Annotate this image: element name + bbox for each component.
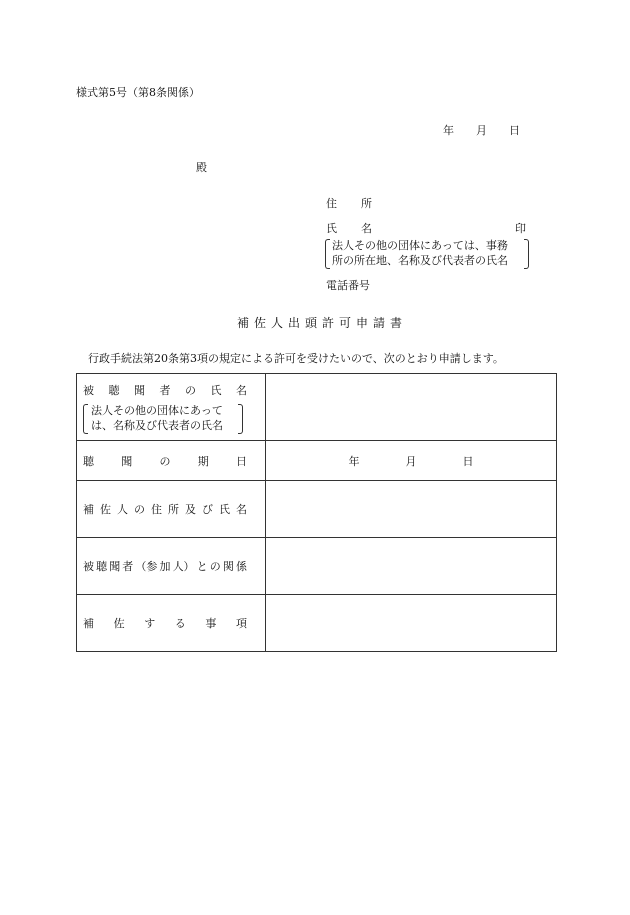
label-char: の (209, 560, 221, 573)
label-char: 被 (83, 560, 94, 573)
label-char: と (196, 560, 208, 573)
label-char: 聴 (108, 383, 120, 397)
label-char: 名 (236, 503, 247, 516)
label-char: 所 (168, 503, 179, 516)
left-bracket (83, 404, 88, 434)
respondent-label-cell (77, 374, 266, 441)
respondent-note-text (91, 403, 223, 433)
respondent-note (83, 403, 243, 433)
name-char-2: 名 (361, 222, 372, 235)
application-table (76, 373, 557, 652)
label-char: す (144, 617, 156, 630)
assistant-label-cell (77, 481, 266, 538)
label-char: 氏 (210, 383, 222, 397)
hearing-date-value (266, 453, 556, 469)
label-char: 名 (236, 383, 247, 397)
hearing-date-label-cell (77, 441, 266, 481)
label-char: 補 (83, 503, 94, 516)
relationship-value-cell[interactable] (266, 538, 557, 595)
label-char: 者 (122, 560, 134, 573)
date-year-label: 年 (443, 124, 454, 137)
label-char: 聴 (83, 454, 94, 468)
assistant-label (83, 501, 247, 517)
intro-text: 行政手続法第20条第3項の規定による許可を受けたいので、次のとおり申請します。 (88, 352, 504, 365)
label-char: の (134, 503, 145, 516)
relationship-label (83, 558, 247, 574)
label-char: 聞 (121, 454, 133, 468)
address-char-1: 住 (326, 197, 337, 210)
hearing-year-label: 年 (348, 454, 360, 468)
label-char: 聴 (96, 560, 108, 573)
name-char-1: 氏 (326, 222, 337, 235)
label-char: 聞 (134, 383, 145, 397)
respondent-note-line-1: 法人その他の団体にあって (91, 403, 223, 417)
assistance-matters-label (83, 615, 247, 631)
respondent-value-cell[interactable] (266, 374, 557, 441)
label-char: 佐 (113, 617, 125, 630)
table-row-respondent (77, 374, 557, 441)
label-char: 佐 (100, 503, 111, 516)
label-char: 聞 (109, 560, 121, 573)
application-date (443, 122, 520, 138)
left-bracket (325, 239, 330, 269)
label-char: 期 (197, 454, 209, 468)
phone-label: 電話番号 (326, 279, 370, 292)
corporate-note-line-1: 法人その他の団体にあっては、事務 (332, 239, 508, 252)
table-row-hearing-date (77, 441, 557, 481)
date-day-label: 日 (509, 124, 520, 137)
address-char-2: 所 (361, 197, 372, 210)
right-bracket (238, 404, 243, 434)
assistant-value-cell[interactable] (266, 481, 557, 538)
form-number: 様式第5号（第8条関係） (76, 86, 200, 99)
hearing-day-label: 日 (462, 454, 474, 468)
assistance-matters-label-cell (77, 595, 266, 652)
label-char: の (159, 454, 171, 468)
date-month-label: 月 (476, 124, 487, 137)
label-char: （参 (135, 560, 158, 573)
label-char: 加 (159, 560, 171, 573)
addressee-suffix: 殿 (196, 161, 207, 174)
relationship-label-cell (77, 538, 266, 595)
label-char: び (202, 503, 213, 516)
label-char: 事 (205, 617, 217, 630)
label-char: 人 (117, 503, 128, 516)
label-char: 及 (185, 503, 196, 516)
hearing-date-label (83, 453, 247, 469)
corporate-note-text (332, 238, 524, 268)
table-row-relationship (77, 538, 557, 595)
document-title: 補佐人出頭許可申請書 (237, 316, 408, 330)
label-char: 日 (236, 454, 247, 468)
label-char: 者 (159, 383, 171, 397)
label-char: 被 (83, 383, 94, 397)
applicant-address-label (326, 195, 372, 211)
hearing-date-value-cell[interactable] (266, 441, 557, 481)
label-char: 係 (235, 560, 247, 573)
table-row-assistant (77, 481, 557, 538)
right-bracket (524, 239, 529, 269)
label-char: 住 (151, 503, 162, 516)
applicant-name-label (326, 220, 372, 236)
label-char: る (174, 617, 186, 630)
label-char: 氏 (219, 503, 230, 516)
label-char: 項 (235, 617, 247, 630)
assistance-matters-value-cell[interactable] (266, 595, 557, 652)
corporate-note (325, 238, 529, 268)
table-row-assistance-matters (77, 595, 557, 652)
respondent-note-line-2: は、名称及び代表者の氏名 (91, 418, 223, 432)
hearing-month-label: 月 (405, 454, 417, 468)
label-char: 人） (172, 560, 195, 573)
respondent-label (83, 382, 247, 398)
corporate-note-line-2: 所の所在地、名称及び代表者の氏名 (332, 254, 508, 267)
label-char: の (185, 383, 196, 397)
label-char: 補 (83, 617, 94, 630)
seal-mark: 印 (515, 222, 526, 235)
label-char: 関 (222, 560, 234, 573)
